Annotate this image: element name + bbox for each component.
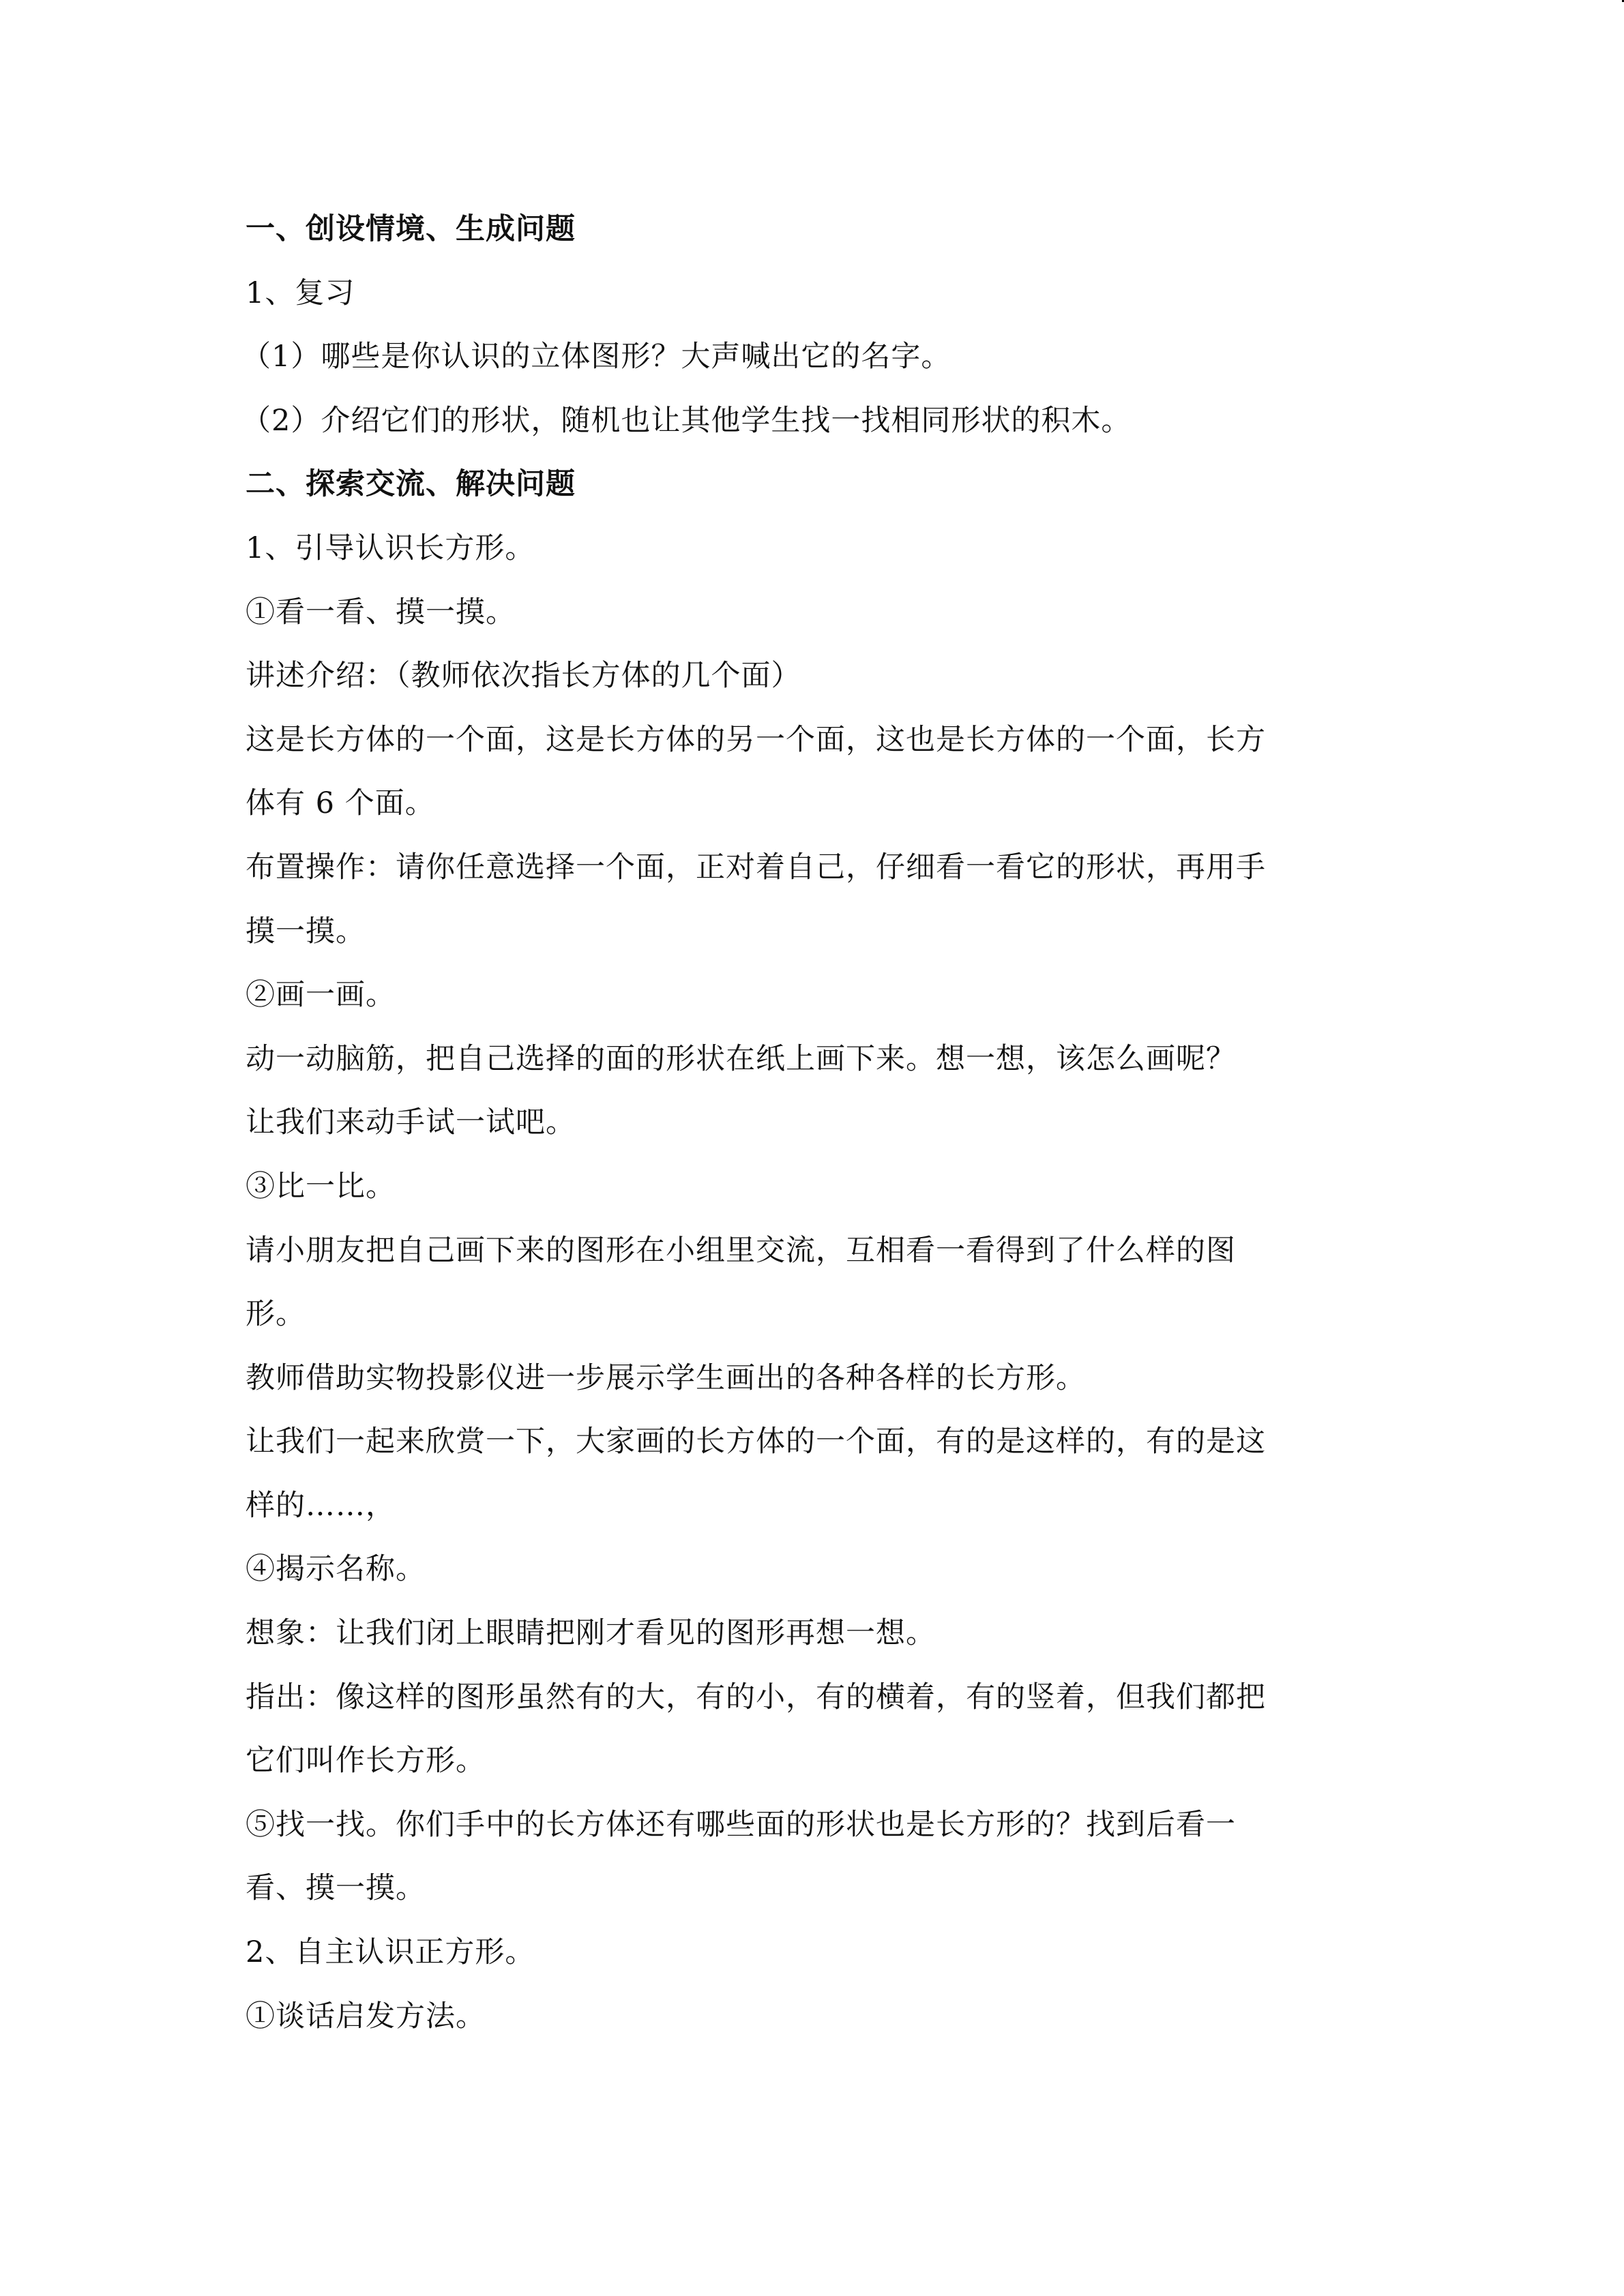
paragraph-line: 讲述介绍：（教师依次指长方体的几个面） — [246, 659, 801, 694]
paragraph-line: 体有 6 个面。 — [246, 786, 435, 821]
subsection-review: 1、复习 — [246, 275, 355, 310]
section-heading-2: 二、探索交流、解决问题 — [246, 467, 576, 502]
paragraph-line: 形。 — [246, 1297, 306, 1332]
step-line: ④揭示名称。 — [246, 1552, 426, 1587]
step-line: ②画一画。 — [246, 978, 396, 1013]
document-body — [241, 198, 1364, 2048]
subsection-rectangle: 1、引导认识长方形。 — [246, 531, 535, 565]
step-line: ③比一比。 — [246, 1169, 396, 1204]
paragraph-line: 它们叫作长方形。 — [246, 1744, 486, 1778]
step-line: ⑤找一找。你们手中的长方体还有哪些面的形状也是长方形的？找到后看一 — [246, 1807, 1236, 1842]
section-heading-1: 一、创设情境、生成问题 — [246, 212, 576, 246]
subsection-square: 2、自主认识正方形。 — [246, 1935, 535, 1970]
paragraph-line: 让我们一起来欣赏一下，大家画的长方体的一个面，有的是这样的，有的是这 — [246, 1425, 1266, 1459]
paragraph-line: 动一动脑筋，把自己选择的面的形状在纸上画下来。想一想，该怎么画呢？ — [246, 1041, 1236, 1076]
paragraph-line: 看、摸一摸。 — [246, 1871, 426, 1906]
paragraph-line: 让我们来动手试一试吧。 — [246, 1105, 576, 1140]
step-line: ①看一看、摸一摸。 — [246, 595, 516, 629]
paragraph-line: 布置操作：请你任意选择一个面，正对着自己，仔细看一看它的形状，再用手 — [246, 850, 1266, 884]
paragraph-line: 教师借助实物投影仪进一步展示学生画出的各种各样的长方形。 — [246, 1360, 1086, 1395]
paragraph-line: 请小朋友把自己画下来的图形在小组里交流，互相看一看得到了什么样的图 — [246, 1233, 1236, 1268]
paragraph-line: 想象：让我们闭上眼睛把刚才看见的图形再想一想。 — [246, 1616, 936, 1651]
paragraph-line: 指出：像这样的图形虽然有的大，有的小，有的横着，有的竖着，但我们都把 — [246, 1680, 1266, 1714]
paragraph-line: 样的……， — [246, 1488, 396, 1523]
paragraph-line: （1）哪些是你认识的立体图形？大声喊出它的名字。 — [241, 340, 951, 374]
paragraph-line: 摸一摸。 — [246, 914, 366, 949]
step-line: ①谈话启发方法。 — [246, 1999, 486, 2033]
paragraph-line: （2）介绍它们的形状，随机也让其他学生找一找相同形状的积木。 — [241, 403, 1132, 438]
paragraph-line: 这是长方体的一个面，这是长方体的另一个面，这也是长方体的一个面，长方 — [246, 722, 1266, 757]
